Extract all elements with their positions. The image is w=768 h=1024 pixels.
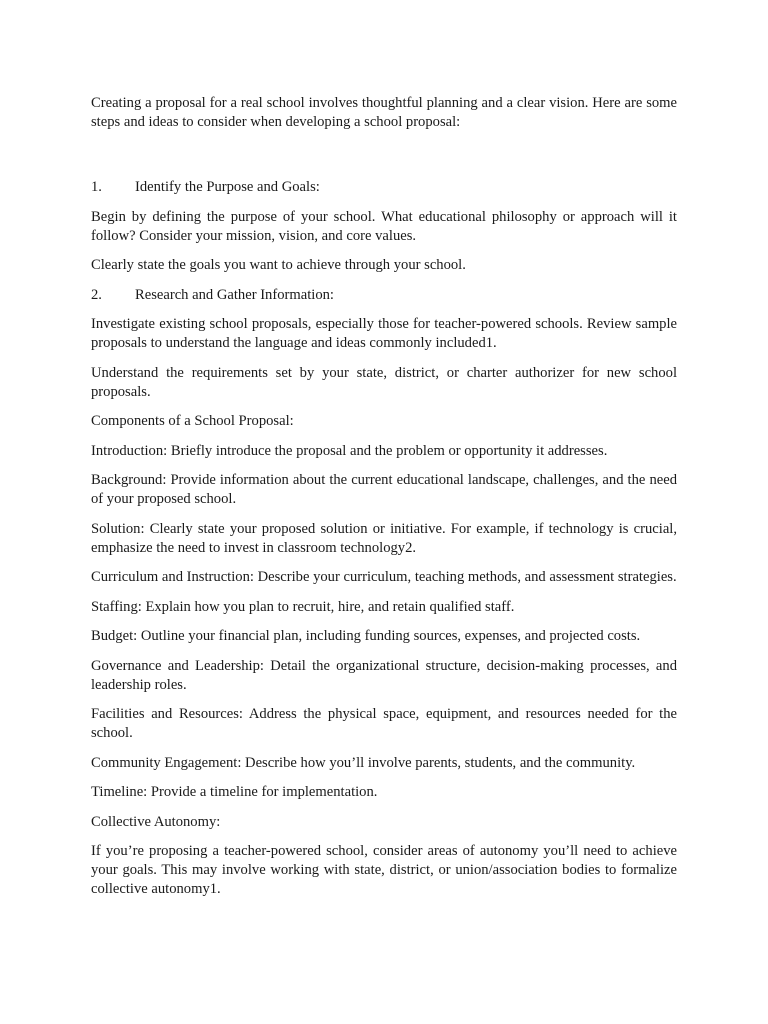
section-2-title: Research and Gather Information: [135,286,334,303]
intro-paragraph: Creating a proposal for a real school involves thoughtful planning and a clear vision. Here are some steps and ideas to consider when developing a school proposal: [91,95,677,130]
component-item: Facilities and Resources: Address the physical space, equipment, and resources needed for the school. [91,706,677,741]
component-item: Staffing: Explain how you plan to recruit, hire, and retain qualified staff. [91,598,515,615]
section-2-paragraph: Investigate existing school proposals, especially those for teacher-powered schools. Review sample proposals to understand the language and ideas commonly included1. [91,316,677,351]
section-1-number: 1. [91,179,102,195]
section-1-paragraph: Clearly state the goals you want to achieve through your school. [91,257,466,273]
component-item: Solution: Clearly state your proposed solution or initiative. For example, if technology is crucial, emphasize the need to invest in classroom technology2. [91,520,677,556]
autonomy-heading: Collective Autonomy: [91,813,221,830]
autonomy-paragraph: If you’re proposing a teacher-powered school, consider areas of autonomy you’ll need to achieve your goals. This may involve working with state, district, or union/association bodies to formalize collective autonomy1. [91,843,677,897]
component-item: Background: Provide information about the current educational landscape, challenges, and the need of your proposed school. [91,472,677,507]
section-2-heading [91,286,677,305]
section-2-number: 2. [91,286,102,303]
document-page [91,94,677,910]
component-item: Introduction: Briefly introduce the proposal and the problem or opportunity it addresses. [91,442,608,459]
component-item: Community Engagement: Describe how you’ll involve parents, students, and the community. [91,754,636,771]
component-item: Governance and Leadership: Detail the organizational structure, decision-making processes, and leadership roles. [91,657,677,693]
components-heading: Components of a School Proposal: [91,413,294,429]
component-item: Budget: Outline your financial plan, including funding sources, expenses, and projected costs. [91,628,641,644]
component-item: Curriculum and Instruction: Describe your curriculum, teaching methods, and assessment strategies. [91,569,677,585]
component-item: Timeline: Provide a timeline for implementation. [91,784,378,800]
section-2-paragraph: Understand the requirements set by your state, district, or charter authorizer for new school proposals. [91,364,677,400]
section-1-title: Identify the Purpose and Goals: [135,179,320,195]
section-1-heading [91,178,677,197]
section-1-paragraph: Begin by defining the purpose of your school. What educational philosophy or approach will it follow? Consider your mission, vision, and core values. [91,208,677,244]
